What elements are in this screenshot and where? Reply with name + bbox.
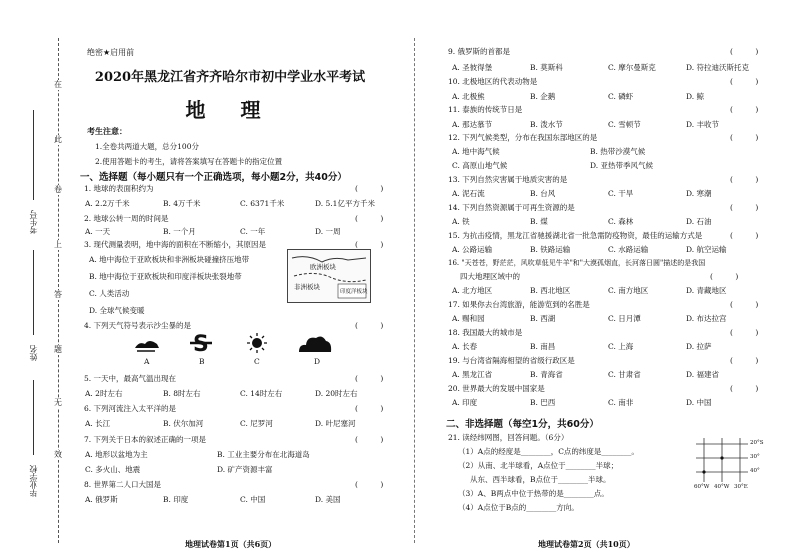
- option: C. 森林: [608, 217, 634, 226]
- binding-char: 无: [54, 398, 62, 407]
- binding-char: 效: [54, 450, 62, 459]
- question: 1. 地球的表面积约为: [84, 184, 154, 193]
- page-1: [75, 0, 405, 560]
- sub-question: （3）A、B两点中位于热带的是________点。: [458, 489, 609, 498]
- field-line: [33, 110, 34, 200]
- binding-char: 此: [54, 135, 62, 144]
- answer-paren: ( ): [730, 47, 759, 56]
- option: B. 一个月: [163, 227, 196, 236]
- option: D. 拉萨: [686, 342, 712, 351]
- map-label-indian: 印度洋板块: [340, 289, 368, 295]
- section-2-heading: 二、非选择题（每空1分，共60分）: [446, 419, 599, 430]
- option: A. 2.2万千米: [85, 199, 130, 208]
- option: B. 西湖: [530, 314, 556, 323]
- option: D. 寒潮: [686, 189, 712, 198]
- answer-paren: ( ): [710, 272, 739, 281]
- binding-char: 在: [54, 80, 62, 89]
- option: B. 企鹅: [530, 92, 556, 101]
- option: B. 煤: [530, 217, 548, 226]
- option: C. 14时左右: [240, 389, 283, 398]
- option: C. 中国: [240, 495, 266, 504]
- question: 16. "天苍苍，野茫茫，风吹草低见牛羊"和"大漠孤烟直，长河落日圆"描述的是我国: [448, 259, 706, 267]
- option: B. 铁路运输: [530, 245, 571, 254]
- field-line: [33, 250, 34, 335]
- question: 5. 一天中，最高气温出现在: [84, 374, 177, 383]
- map-label-europe: 欧洲板块: [310, 263, 336, 271]
- question: 10. 北极地区的代表动物是: [448, 77, 538, 86]
- option: A. 那达慕节: [452, 120, 493, 129]
- option: C. 南非: [608, 398, 634, 407]
- sun-cloud-icon: [133, 332, 161, 354]
- option: A. 俄罗斯: [85, 495, 118, 504]
- mediterranean-plate-map: [287, 249, 371, 303]
- notice-heading: 考生注意：: [87, 126, 127, 136]
- page-footer: 地理试卷第2页（共10页）: [538, 539, 635, 549]
- answer-paren: ( ): [355, 240, 384, 249]
- answer-paren: ( ): [730, 384, 759, 393]
- notice-item: 1.全卷共两道大题，总分100分: [95, 142, 199, 151]
- option: A. 地中海位于亚欧板块和非洲板块碰撞挤压地带: [89, 255, 250, 264]
- option: A. 地中海气候: [452, 147, 500, 156]
- svg-text:S: S: [193, 332, 209, 354]
- binding-char: 上: [54, 240, 62, 249]
- page-footer: 地理试卷第1页（共6页）: [185, 539, 277, 549]
- option: D. 5.1亿平方千米: [315, 199, 375, 208]
- option: C. 水路运输: [608, 245, 649, 254]
- question: 2. 地球公转一周的时间是: [84, 214, 169, 223]
- option: A. 印度: [452, 398, 478, 407]
- answer-paren: ( ): [355, 214, 384, 223]
- answer-paren: ( ): [730, 300, 759, 309]
- grid-label: 30°E: [734, 484, 748, 490]
- answer-paren: ( ): [730, 328, 759, 337]
- field-school: 毕业学校: [29, 465, 38, 497]
- option: C. 多火山、地震: [85, 465, 141, 474]
- field-line: [33, 380, 34, 455]
- question: 17. 如果你去台湾旅游，能游览到的名胜是: [448, 300, 590, 309]
- option: B. 南昌: [530, 342, 556, 351]
- option: A. 长春: [452, 342, 478, 351]
- question: 6. 下列河流注入太平洋的是: [84, 404, 177, 413]
- notice-item: 2.使用答题卡的考生，请将答案填写在答题卡的指定位置: [95, 157, 283, 166]
- answer-paren: ( ): [730, 77, 759, 86]
- question: 7. 下列关于日本的叙述正确的一项是: [84, 435, 207, 444]
- option: A. 北极熊: [452, 92, 485, 101]
- option: A. 圣彼得堡: [452, 63, 493, 72]
- field-name: 姓名: [29, 345, 38, 361]
- grid-label: 40°W: [714, 484, 730, 490]
- icon-label: C: [254, 357, 260, 366]
- secret-mark: 绝密★启用前: [87, 48, 135, 57]
- option: B. 地中海位于亚欧板块和印度洋板块张裂地带: [89, 272, 242, 281]
- option: D. 鲸: [686, 92, 705, 101]
- answer-paren: ( ): [730, 105, 759, 114]
- option: B. 台风: [530, 189, 556, 198]
- option: D. 青藏地区: [686, 286, 727, 295]
- option: C. 日月潭: [608, 314, 641, 323]
- grid-label: 60°W: [694, 484, 710, 490]
- option: D. 符拉迪沃斯托克: [686, 63, 750, 72]
- option: C. 6371千米: [240, 199, 285, 208]
- icon-label: D: [314, 357, 321, 366]
- option: B. 巴西: [530, 398, 556, 407]
- option: D. 中国: [686, 398, 712, 407]
- section-1-heading: 一、选择题（每小题只有一个正确选项，每小题2分，共40分）: [80, 172, 347, 183]
- answer-paren: ( ): [730, 231, 759, 240]
- answer-paren: ( ): [730, 356, 759, 365]
- option: C. 尼罗河: [240, 419, 273, 428]
- option: C. 高原山地气候: [452, 161, 508, 170]
- option: B. 4万千米: [163, 199, 201, 208]
- answer-paren: ( ): [730, 175, 759, 184]
- sunny-icon: [243, 332, 271, 354]
- icon-label: B: [199, 357, 205, 366]
- map-label-africa: 非洲板块: [294, 283, 320, 291]
- option: D. 全球气候变暖: [89, 306, 145, 315]
- sub-question: （4）A点位于B点的________方向。: [458, 503, 579, 512]
- option: D. 美国: [315, 495, 341, 504]
- option: D. 布达拉宫: [686, 314, 727, 323]
- option: A. 北方地区: [452, 286, 493, 295]
- option: C. 雪顿节: [608, 120, 641, 129]
- option: D. 亚热带季风气候: [590, 161, 654, 170]
- sandstorm-icon: [187, 332, 215, 354]
- option: A. 泥石流: [452, 189, 485, 198]
- option: A. 一天: [85, 227, 111, 236]
- sub-question: （2）从南、北半球看，A点位于________半球；: [458, 461, 619, 470]
- question: 15. 为抗击疫情，黑龙江省驰援湖北省一批急需防疫物资，最佳的运输方式是: [448, 231, 703, 240]
- sub-question: （1）A点的经度是________，C点的纬度是________。: [458, 447, 639, 456]
- graticule-diagram: [688, 436, 778, 496]
- question: 3. 现代测量表明，地中海的面积在不断缩小，其原因是: [84, 240, 267, 249]
- question: 20. 世界最大的发展中国家是: [448, 384, 545, 393]
- option: A. 铁: [452, 217, 470, 226]
- option: C. 干旱: [608, 189, 634, 198]
- option: B. 西北地区: [530, 286, 571, 295]
- option: A. 长江: [85, 419, 111, 428]
- exam-title: 2020年黑龙江省齐齐哈尔市初中学业水平考试: [94, 70, 366, 85]
- question: 19. 与台湾省隔海相望的省级行政区是: [448, 356, 575, 365]
- option: D. 航空运输: [686, 245, 727, 254]
- option: B. 工业主要分布在北海道岛: [217, 450, 310, 459]
- option: D. 20时左右: [315, 389, 358, 398]
- icon-label: A: [144, 357, 150, 366]
- question: 21. 读经纬网图，回答问题。（6分）: [448, 433, 569, 442]
- answer-paren: ( ): [355, 404, 384, 413]
- question: 14. 下列自然资源属于可再生资源的是: [448, 203, 575, 212]
- grid-label: 40°: [750, 468, 760, 474]
- answer-paren: ( ): [355, 480, 384, 489]
- option: C. 上海: [608, 342, 634, 351]
- answer-paren: ( ): [355, 374, 384, 383]
- question: 9. 俄罗斯的首都是: [448, 47, 511, 56]
- answer-paren: ( ): [355, 184, 384, 193]
- answer-paren: ( ): [730, 133, 759, 142]
- option: D. 叶尼塞河: [315, 419, 356, 428]
- option: C. 一年: [240, 227, 266, 236]
- plate-boundary: [294, 273, 366, 281]
- binding-char: 题: [54, 345, 62, 354]
- option: A. 地形以盆地为主: [85, 450, 148, 459]
- option: B. 泼水节: [530, 120, 563, 129]
- sub-question: 从东、西半球看，B点位于________半球。: [470, 475, 611, 484]
- option: C. 甘肃省: [608, 370, 641, 379]
- option: C. 人类活动: [89, 289, 130, 298]
- option: D. 矿产资源丰富: [217, 465, 273, 474]
- question: 4. 下列天气符号表示沙尘暴的是: [84, 321, 192, 330]
- option: B. 印度: [163, 495, 189, 504]
- option: D. 一周: [315, 227, 341, 236]
- option: C. 摩尔曼斯克: [608, 63, 656, 72]
- option: A. 2时左右: [85, 389, 123, 398]
- question: 8. 世界第二人口大国是: [84, 480, 162, 489]
- option: B. 青海省: [530, 370, 563, 379]
- question: 11. 泰族的传统节日是: [448, 105, 523, 114]
- option: C. 磷虾: [608, 92, 634, 101]
- option: B. 热带沙漠气候: [590, 147, 646, 156]
- option: A. 黑龙江省: [452, 370, 493, 379]
- answer-paren: ( ): [730, 203, 759, 212]
- answer-paren: ( ): [355, 435, 384, 444]
- page-divider: [414, 38, 415, 543]
- grid-label: 30°: [750, 454, 760, 460]
- option: B. 伏尔加河: [163, 419, 204, 428]
- binding-char: 卷: [54, 185, 62, 194]
- option: A. 赐和园: [452, 314, 485, 323]
- option: A. 公路运输: [452, 245, 493, 254]
- question: 13. 下列自然灾害属于地质灾害的是: [448, 175, 568, 184]
- option: D. 石油: [686, 217, 712, 226]
- option: C. 南方地区: [608, 286, 649, 295]
- answer-paren: ( ): [355, 321, 384, 330]
- binding-strip: [0, 0, 75, 560]
- binding-char: 答: [54, 290, 62, 299]
- option: D. 丰收节: [686, 120, 720, 129]
- grid-label: 20°S: [750, 440, 764, 446]
- field-exam-number: 考生号: [29, 210, 38, 234]
- overcast-icon: [297, 332, 333, 354]
- option: D. 福建省: [686, 370, 720, 379]
- subject-title: 地 理: [185, 98, 275, 122]
- option: B. 8时左右: [163, 389, 201, 398]
- question: 12. 下列气候类型，分布在我国东部地区的是: [448, 133, 598, 142]
- question: 18. 我国最大的城市是: [448, 328, 523, 337]
- option: B. 莫斯科: [530, 63, 563, 72]
- question-cont: 四大地理区域中的: [460, 272, 520, 281]
